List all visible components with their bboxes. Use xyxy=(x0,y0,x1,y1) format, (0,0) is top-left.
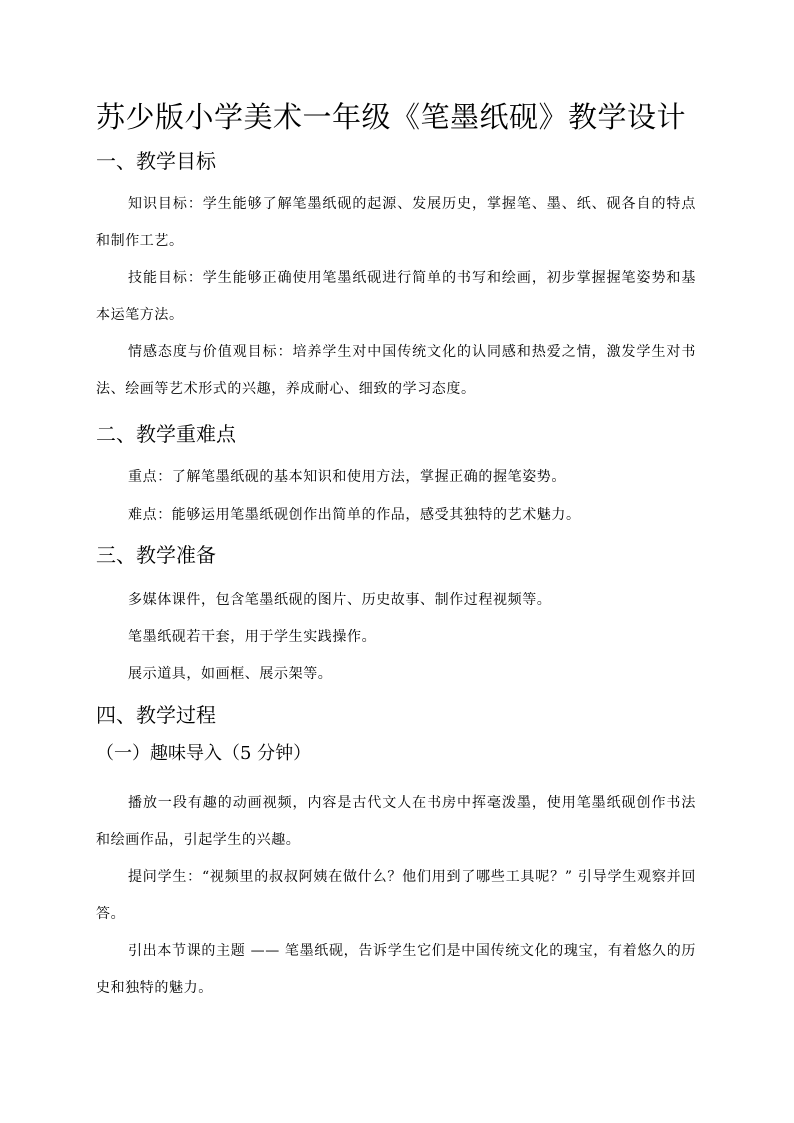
section-heading-preparation: 三、教学准备 xyxy=(96,543,216,567)
paragraph-emotion-goal: 情感态度与价值观目标：培养学生对中国传统文化的认同感和热爱之情，激发学生对书法、绘画等艺术形式的兴趣，养成耐心、细致的学习态度。 xyxy=(96,344,696,397)
paragraph-knowledge-goal: 知识目标：学生能够了解笔墨纸砚的起源、发展历史，掌握笔、墨、纸、砚各自的特点和制作工艺。 xyxy=(96,196,696,249)
paragraph-process: 引出本节课的主题 —— 笔墨纸砚，告诉学生它们是中国传统文化的瑰宝，有着悠久的历史和独特的魅力。 xyxy=(96,943,696,996)
paragraph-process: 提问学生：“视频里的叔叔阿姨在做什么？他们用到了哪些工具呢？” 引导学生观察并回答。 xyxy=(96,869,696,922)
list-item-preparation: 展示道具，如画框、展示架等。 xyxy=(128,666,333,682)
section-heading-process: 四、教学过程 xyxy=(96,703,216,727)
paragraph-difficult-point: 难点：能够运用笔墨纸砚创作出简单的作品，感受其独特的艺术魅力。 xyxy=(128,507,581,523)
section-heading-keypoints: 二、教学重难点 xyxy=(96,422,236,446)
list-item-preparation: 多媒体课件，包含笔墨纸砚的图片、历史故事、制作过程视频等。 xyxy=(128,592,552,608)
paragraph-process: 播放一段有趣的动画视频，内容是古代文人在书房中挥毫泼墨，使用笔墨纸砚创作书法和绘画作品，引起学生的兴趣。 xyxy=(96,795,696,848)
paragraph-skill-goal: 技能目标：学生能够正确使用笔墨纸砚进行简单的书写和绘画，初步掌握握笔姿势和基本运笔方法。 xyxy=(96,270,696,323)
list-item-preparation: 笔墨纸砚若干套，用于学生实践操作。 xyxy=(128,629,377,645)
section-heading-goals: 一、教学目标 xyxy=(96,149,216,173)
paragraph-key-point: 重点：了解笔墨纸砚的基本知识和使用方法，掌握正确的握笔姿势。 xyxy=(128,469,566,485)
document-title: 苏少版小学美术一年级《笔墨纸砚》教学设计 xyxy=(96,100,687,134)
subsection-heading-intro: （一）趣味导入（5 分钟） xyxy=(96,743,312,764)
